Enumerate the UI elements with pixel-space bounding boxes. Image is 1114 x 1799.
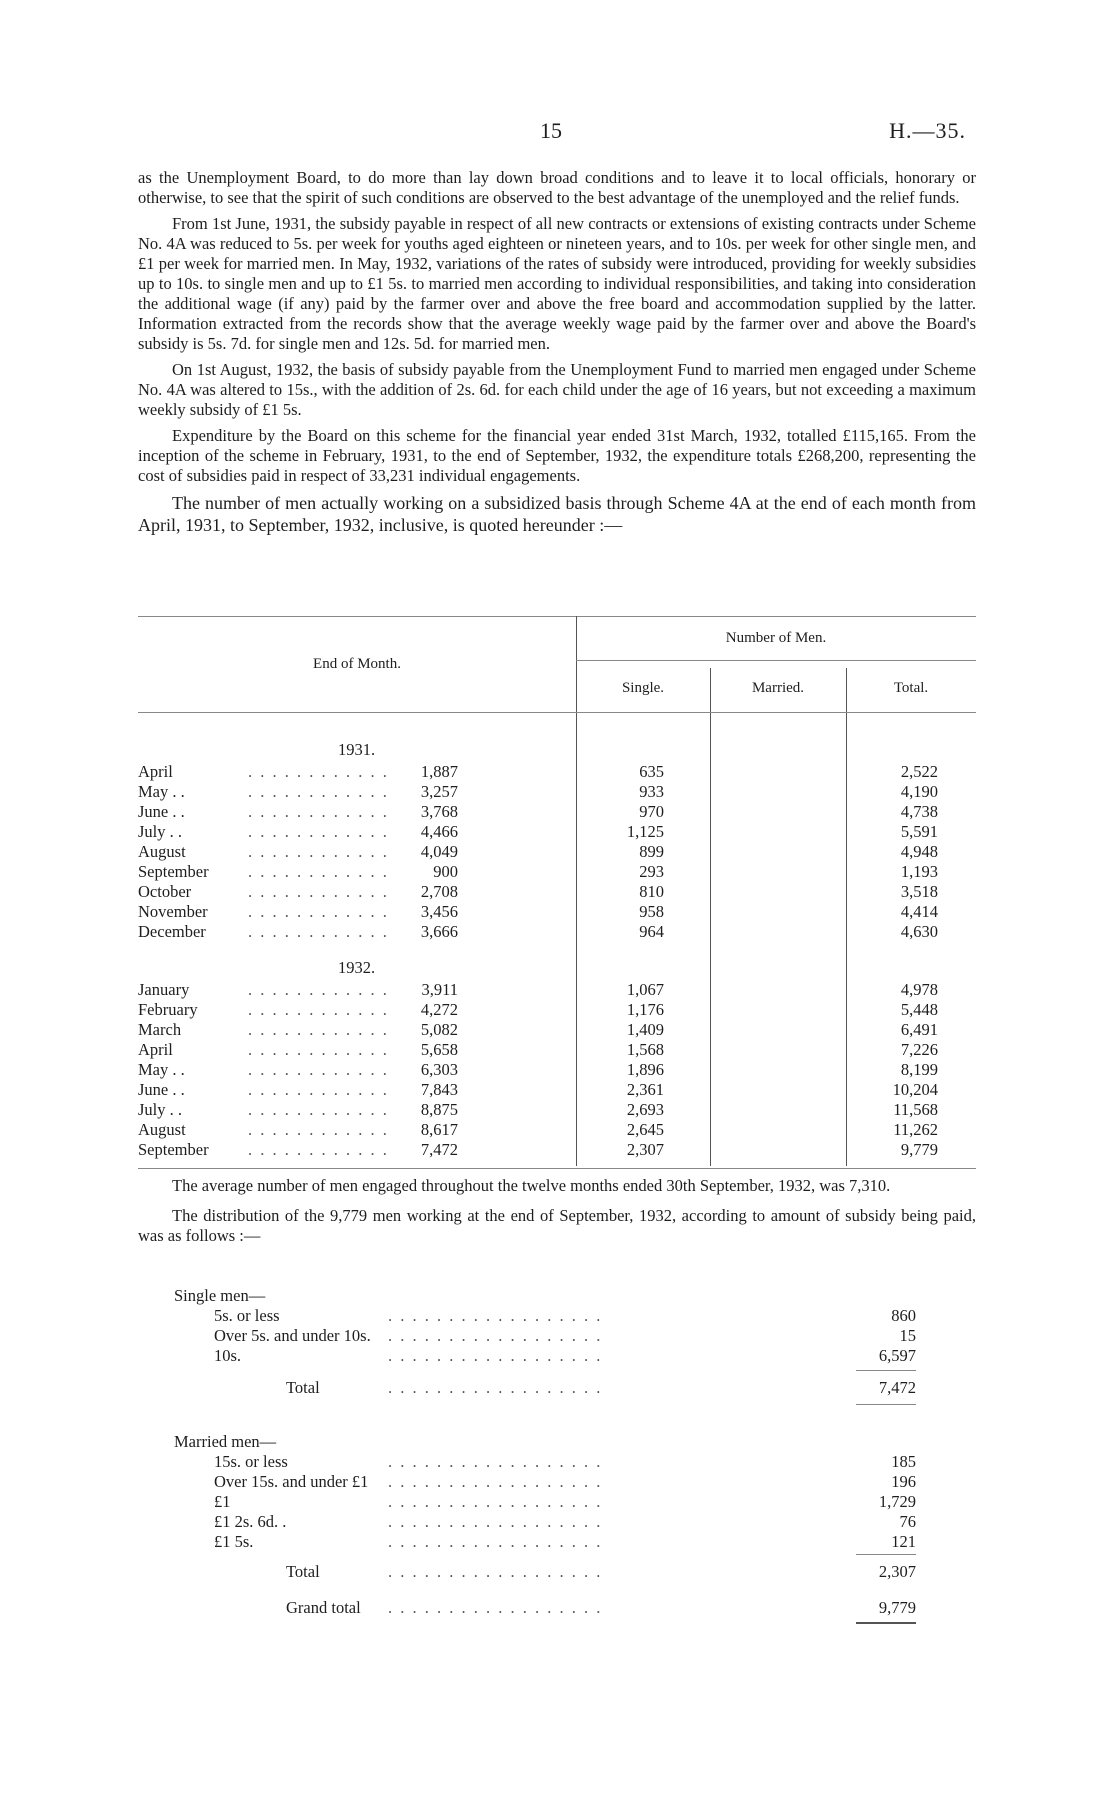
body-text — [138, 168, 976, 542]
month-cell: November — [138, 902, 208, 921]
total-cell: 4,738 — [900, 802, 938, 821]
single-cell: 4,049 — [420, 842, 458, 861]
married-cell: 1,176 — [626, 1000, 664, 1019]
total-cell: 4,948 — [900, 842, 938, 861]
married-cell: 293 — [639, 862, 664, 881]
single-cell: 7,843 — [420, 1080, 458, 1099]
total-cell: 11,262 — [893, 1120, 938, 1139]
total-cell: 5,448 — [900, 1000, 938, 1019]
leader-dots: . . . . . . . . . . . . — [248, 1100, 389, 1119]
table-row — [138, 1000, 976, 1020]
total-cell: 6,491 — [900, 1020, 938, 1039]
leader-dots: . . . . . . . . . . . . — [248, 842, 389, 861]
table-row — [138, 842, 976, 862]
col-header-month: End of Month. — [313, 656, 401, 672]
married-men-heading: Married men— — [174, 1432, 277, 1451]
leader-dots: . . . . . . . . . . . . . . . . . . — [388, 1512, 603, 1531]
col-header-number-of-men: Number of Men. — [725, 630, 827, 646]
leader-dots: . . . . . . . . . . . . — [248, 1040, 389, 1059]
leader-dots: . . . . . . . . . . . . — [248, 922, 389, 941]
married-cell: 1,067 — [626, 980, 664, 999]
married-cell: 635 — [639, 762, 664, 781]
married-cell: 958 — [639, 902, 664, 921]
col-header-married: Married. — [751, 680, 805, 696]
single-cell: 5,658 — [420, 1040, 458, 1059]
total-cell: 4,190 — [900, 782, 938, 801]
page-number: 15 — [540, 118, 562, 143]
subsidy-row — [138, 1532, 976, 1552]
single-cell: 8,875 — [420, 1100, 458, 1119]
leader-dots: . . . . . . . . . . . . — [248, 1120, 389, 1139]
single-cell: 3,257 — [420, 782, 458, 801]
subsidy-row — [138, 1306, 976, 1326]
paragraph: From 1st June, 1931, the subsidy payable in respect of all new contracts or extensions of existing contracts under Scheme No. 4A was reduced to 5s. per week for youths aged eighteen or nineteen years, and to 10s. per week for other single men, and £1 per week for married men. In May, 1932, variations of the rates of subsidy were introduced, providing for weekly subsidies up to 10s. to single men and up to £1 5s. to married men according to individual responsibilities, and taking into consideration the additional wage (if any) paid by the farmer over and above the free board and accommodation supplied by the latter. Information extracted from the records show that the average weekly wage paid by the farmer over and above the Board's subsidy is 5s. 7d. for single men and 12s. 5d. for married men. — [138, 214, 976, 353]
document-reference: H.—35. — [889, 118, 966, 143]
table-row — [138, 980, 976, 1000]
subsidy-label: £1 2s. 6d. . — [214, 1512, 294, 1532]
table-row — [138, 882, 976, 902]
table-row — [138, 802, 976, 822]
married-cell: 2,693 — [626, 1100, 664, 1119]
paragraph: The distribution of the 9,779 men working at the end of September, 1932, according to amount of subsidy being paid, was as follows :— — [138, 1206, 976, 1245]
leader-dots: . . . . . . . . . . . . . . . . . . — [388, 1492, 603, 1511]
total-cell: 11,568 — [893, 1100, 938, 1119]
married-cell: 2,307 — [626, 1140, 664, 1159]
married-cell: 1,125 — [626, 822, 664, 841]
single-cell: 4,466 — [420, 822, 458, 841]
total-cell: 7,226 — [900, 1040, 938, 1059]
total-cell: 9,779 — [900, 1140, 938, 1159]
total-cell: 4,630 — [900, 922, 938, 941]
single-cell: 3,911 — [421, 980, 458, 999]
subsidy-count: 15 — [836, 1326, 916, 1346]
leader-dots: . . . . . . . . . . . . — [248, 762, 389, 781]
leader-dots: . . . . . . . . . . . . — [248, 1020, 389, 1039]
single-cell: 3,666 — [420, 922, 458, 941]
subsidy-count: 196 — [836, 1472, 916, 1492]
married-cell: 899 — [639, 842, 664, 861]
subsidy-label: Over 5s. and under 10s. — [214, 1326, 379, 1346]
month-cell: January — [138, 980, 190, 999]
leader-dots: . . . . . . . . . . . . — [248, 1140, 389, 1159]
month-cell: May . . — [138, 782, 185, 801]
table-row — [138, 1100, 976, 1120]
month-cell: September — [138, 862, 209, 881]
table-row — [138, 862, 976, 882]
table-row — [138, 1080, 976, 1100]
table-header-rule — [138, 712, 976, 713]
leader-dots: . . . . . . . . . . . . . . . . . . — [388, 1306, 603, 1325]
single-cell: 3,456 — [420, 902, 458, 921]
table-row — [138, 1020, 976, 1040]
col-header-total: Total. — [893, 680, 929, 696]
subtotal-rule — [856, 1554, 916, 1555]
leader-dots: . . . . . . . . . . . . — [248, 882, 389, 901]
grand-total-row: . . . . . . . . . . . . . . . . . . Grand total 9,779 — [286, 1598, 916, 1617]
paragraph: Expenditure by the Board on this scheme for the financial year ended 31st March, 1932, totalled £115,165. From the inception of the scheme in February, 1931, to the end of September, 1932, the expenditure totals £268,200, representing the cost of subsidies paid in respect of 33,231 individual engagements. — [138, 426, 976, 485]
married-cell: 2,645 — [626, 1120, 664, 1139]
month-cell: June . . — [138, 802, 185, 821]
table-bottom-rule — [138, 1168, 976, 1169]
month-cell: September — [138, 1140, 209, 1159]
table-row — [138, 822, 976, 842]
month-cell: August — [138, 1120, 186, 1139]
subsidy-row — [138, 1492, 976, 1512]
single-cell: 1,887 — [420, 762, 458, 781]
single-cell: 8,617 — [420, 1120, 458, 1139]
total-cell: 1,193 — [900, 862, 938, 881]
month-cell: July . . — [138, 1100, 183, 1119]
single-cell: 4,272 — [420, 1000, 458, 1019]
total-cell: 2,522 — [900, 762, 938, 781]
leader-dots: . . . . . . . . . . . . — [248, 802, 389, 821]
table-row — [138, 1140, 976, 1160]
table-row — [138, 782, 976, 802]
married-cell: 2,361 — [626, 1080, 664, 1099]
leader-dots: . . . . . . . . . . . . — [248, 1000, 389, 1019]
table-row — [138, 1120, 976, 1140]
table-subheader-rule — [576, 660, 976, 661]
table-row — [138, 902, 976, 922]
subsidy-row — [138, 1346, 976, 1366]
month-cell: February — [138, 1000, 198, 1019]
leader-dots: . . . . . . . . . . . . . . . . . . — [388, 1452, 603, 1471]
leader-dots: . . . . . . . . . . . . . . . . . . — [388, 1532, 603, 1551]
paragraph: as the Unemployment Board, to do more than lay down broad conditions and to leave it to local officials, honorary or otherwise, to see that the spirit of such conditions are observed to the best advantage of the unemployed and the relief funds. — [138, 168, 976, 207]
subsidy-label: 5s. or less — [214, 1306, 288, 1326]
single-cell: 6,303 — [420, 1060, 458, 1079]
total-cell: 4,414 — [900, 902, 938, 921]
subsidy-label: £1 5s. — [214, 1532, 261, 1552]
month-cell: April — [138, 1040, 173, 1059]
men-employed-table — [138, 616, 976, 1176]
leader-dots: . . . . . . . . . . . . — [248, 902, 389, 921]
subsidy-count: 860 — [836, 1306, 916, 1326]
leader-dots: . . . . . . . . . . . . — [248, 862, 389, 881]
leader-dots: . . . . . . . . . . . . — [248, 782, 389, 801]
subsidy-count: 1,729 — [836, 1492, 916, 1512]
month-cell: August — [138, 842, 186, 861]
subsidy-row — [138, 1512, 976, 1532]
subsidy-count: 76 — [836, 1512, 916, 1532]
single-cell: 2,708 — [420, 882, 458, 901]
month-cell: April — [138, 762, 173, 781]
married-cell: 810 — [639, 882, 664, 901]
subsidy-row — [138, 1452, 976, 1472]
month-cell: June . . — [138, 1080, 185, 1099]
year-label: 1931. — [338, 740, 376, 759]
subsidy-label: 10s. — [214, 1346, 249, 1366]
subtotal-rule — [856, 1404, 916, 1405]
year-label: 1932. — [338, 958, 376, 977]
month-cell: October — [138, 882, 192, 901]
leader-dots: . . . . . . . . . . . . — [248, 1080, 389, 1099]
total-cell: 10,204 — [892, 1080, 938, 1099]
single-cell: 3,768 — [420, 802, 458, 821]
table-row — [138, 1040, 976, 1060]
table-row — [138, 922, 976, 942]
subsidy-label: £1 — [214, 1492, 239, 1512]
married-total-row: . . . . . . . . . . . . . . . . . . Total 2,307 — [286, 1562, 916, 1581]
subtotal-rule — [856, 1370, 916, 1371]
married-cell: 970 — [639, 802, 664, 821]
table-top-rule — [138, 616, 976, 617]
married-cell: 933 — [639, 782, 664, 801]
total-cell: 8,199 — [900, 1060, 938, 1079]
single-cell: 900 — [433, 862, 458, 881]
leader-dots: . . . . . . . . . . . . . . . . . . — [388, 1472, 603, 1491]
married-cell: 1,568 — [626, 1040, 664, 1059]
single-cell: 7,472 — [420, 1140, 458, 1159]
grand-total-rule — [856, 1622, 916, 1624]
subsidy-count: 121 — [836, 1532, 916, 1552]
paragraph: On 1st August, 1932, the basis of subsidy payable from the Unemployment Fund to married men engaged under Scheme No. 4A was altered to 15s., with the addition of 2s. 6d. for each child under the age of 16 years, but not exceeding a maximum weekly subsidy of £1 5s. — [138, 360, 976, 419]
summary-text — [138, 1176, 976, 1256]
total-cell: 3,518 — [900, 882, 938, 901]
month-cell: July . . — [138, 822, 183, 841]
month-cell: May . . — [138, 1060, 185, 1079]
leader-dots: . . . . . . . . . . . . . . . . . . — [388, 1326, 603, 1345]
leader-dots: . . . . . . . . . . . . — [248, 1060, 389, 1079]
paragraph: The number of men actually working on a subsidized basis through Scheme 4A at the end of each month from April, 1931, to September, 1932, inclusive, is quoted hereunder :— — [138, 493, 976, 535]
table-row — [138, 762, 976, 782]
month-cell: March — [138, 1020, 182, 1039]
total-cell: 4,978 — [900, 980, 938, 999]
subsidy-row — [138, 1326, 976, 1346]
subsidy-label: 15s. or less — [214, 1452, 296, 1472]
total-cell: 5,591 — [900, 822, 938, 841]
subsidy-row — [138, 1472, 976, 1492]
married-cell: 964 — [639, 922, 664, 941]
single-cell: 5,082 — [420, 1020, 458, 1039]
single-men-heading: Single men— — [174, 1286, 266, 1305]
married-cell: 1,409 — [626, 1020, 664, 1039]
leader-dots: . . . . . . . . . . . . . . . . . . — [388, 1346, 603, 1365]
col-header-single: Single. — [621, 680, 665, 696]
subsidy-count: 185 — [836, 1452, 916, 1472]
paragraph: The average number of men engaged throughout the twelve months ended 30th September, 1932, was 7,310. — [172, 1176, 891, 1195]
subsidy-count: 6,597 — [836, 1346, 916, 1366]
married-cell: 1,896 — [626, 1060, 664, 1079]
table-row — [138, 1060, 976, 1080]
month-cell: December — [138, 922, 206, 941]
leader-dots: . . . . . . . . . . . . — [248, 822, 389, 841]
subsidy-label: Over 15s. and under £1 — [214, 1472, 376, 1492]
leader-dots: . . . . . . . . . . . . — [248, 980, 389, 999]
single-total-row: . . . . . . . . . . . . . . . . . . Total 7,472 — [286, 1378, 916, 1397]
